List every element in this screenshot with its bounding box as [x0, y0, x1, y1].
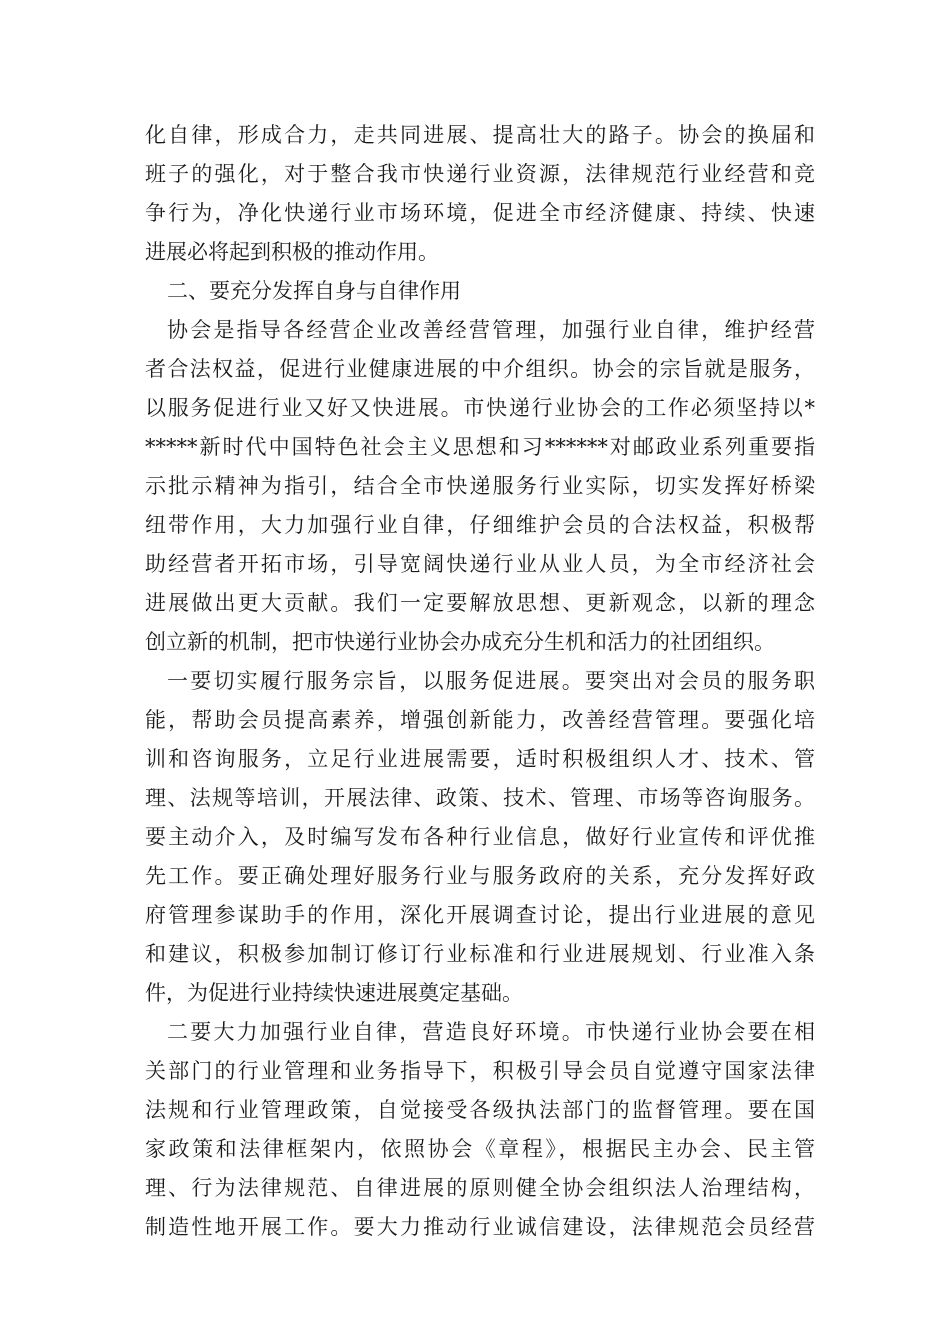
text-line: 一要切实履行服务宗旨，以服务促进展。要突出对会员的服务职 [167, 669, 815, 693]
section-heading: 二、要充分发挥自身与自律作用 [167, 279, 461, 303]
text-line: 能，帮助会员提高素养，增强创新能力，改善经营管理。要强化培 [145, 708, 815, 732]
text-line: 创立新的机制，把市快递行业协会办成充分生机和活力的社团组织。 [145, 630, 775, 654]
text-line: 协会是指导各经营企业改善经营管理，加强行业自律，维护经营 [167, 318, 815, 342]
text-line: 要主动介入，及时编写发布各种行业信息，做好行业宣传和评优推 [145, 825, 815, 849]
text-line: 件，为促进行业持续快速进展奠定基础。 [145, 981, 523, 1005]
text-line: 者合法权益，促进行业健康进展的中介组织。协会的宗旨就是服务， [145, 357, 815, 381]
text-line: 争行为，净化快递行业市场环境，促进全市经济健康、持续、快速 [145, 201, 815, 225]
text-line: 和建议，积极参加制订修订行业标准和行业进展规划、行业准入条 [145, 942, 815, 966]
text-line: 制造性地开展工作。要大力推动行业诚信建设，法律规范会员经营 [145, 1215, 815, 1239]
text-line: 法规和行业管理政策，自觉接受各级执法部门的监督管理。要在国 [145, 1098, 815, 1122]
text-line: 助经营者开拓市场，引导宽阔快递行业从业人员，为全市经济社会 [145, 552, 815, 576]
text-line: 进展做出更大贡献。我们一定要解放思想、更新观念，以新的理念 [145, 591, 815, 615]
text-line: 训和咨询服务，立足行业进展需要，适时积极组织人才、技术、管 [145, 747, 815, 771]
text-line: 二要大力加强行业自律，营造良好环境。市快递行业协会要在相 [167, 1020, 815, 1044]
text-line: 先工作。要正确处理好服务行业与服务政府的关系，充分发挥好政 [145, 864, 815, 888]
text-line: 家政策和法律框架内，依照协会《章程》，根据民主办会、民主管 [145, 1137, 815, 1161]
text-line: *****新时代中国特色社会主义思想和习******对邮政业系列重要指 [145, 435, 815, 459]
text-line: 化自律，形成合力，走共同进展、提高壮大的路子。协会的换届和 [145, 123, 815, 147]
text-line: 进展必将起到积极的推动作用。 [145, 240, 439, 264]
text-line: 示批示精神为指引，结合全市快递服务行业实际，切实发挥好桥梁 [145, 474, 815, 498]
text-line: 理、行为法律规范、自律进展的原则健全协会组织法人治理结构， [145, 1176, 815, 1200]
text-line: 理、法规等培训，开展法律、政策、技术、管理、市场等咨询服务。 [145, 786, 815, 810]
text-line: 关部门的行业管理和业务指导下，积极引导会员自觉遵守国家法律 [145, 1059, 815, 1083]
text-line: 府管理参谋助手的作用，深化开展调查讨论，提出行业进展的意见 [145, 903, 815, 927]
text-line: 班子的强化，对于整合我市快递行业资源，法律规范行业经营和竞 [145, 162, 815, 186]
text-line: 以服务促进行业又好又快进展。市快递行业协会的工作必须坚持以* [145, 396, 815, 420]
text-line: 纽带作用，大力加强行业自律，仔细维护会员的合法权益，积极帮 [145, 513, 815, 537]
document-body [145, 116, 815, 1247]
